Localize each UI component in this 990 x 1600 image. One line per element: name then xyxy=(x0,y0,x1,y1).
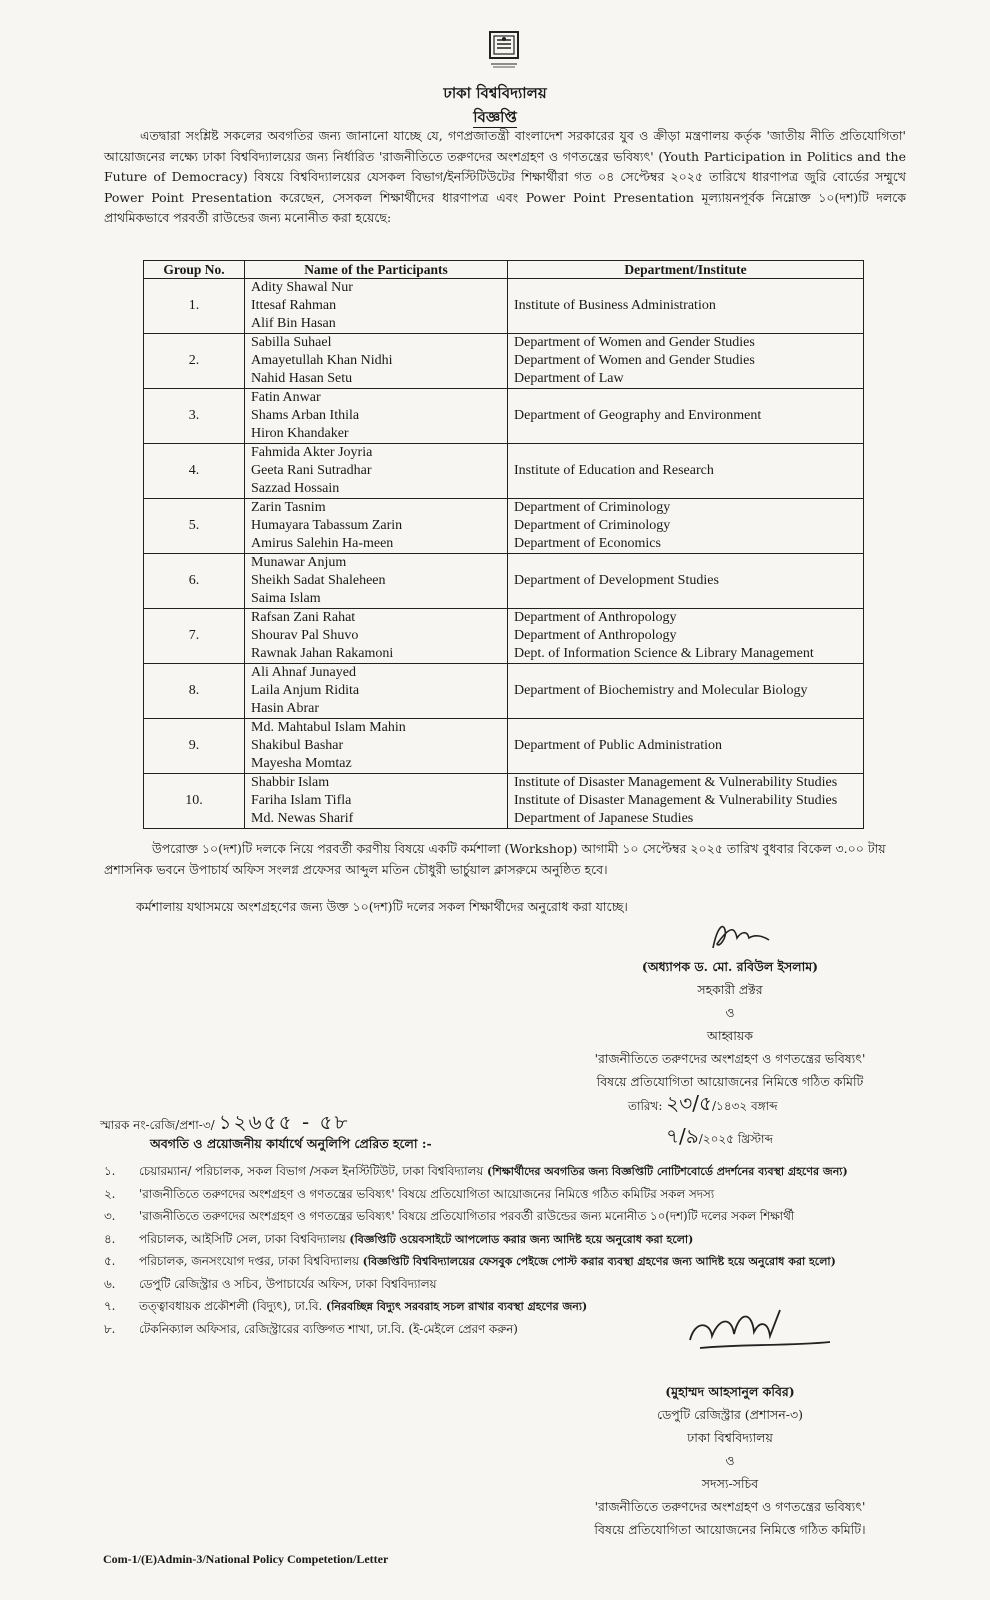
signatory-1-and: ও xyxy=(725,1005,735,1020)
copy-item-text: তত্ত্বাবধায়ক প্রকৌশলী (বিদ্যুৎ), ঢা.বি. xyxy=(139,1299,323,1313)
department-name: Institute of Business Administration xyxy=(514,298,716,313)
copy-item-text-wrap xyxy=(139,1183,714,1206)
participant-names-cell xyxy=(245,279,508,334)
participant-name: Adity Shawal Nur xyxy=(251,280,353,295)
table-row xyxy=(144,719,864,774)
department-header: Department/Institute xyxy=(508,261,864,279)
copy-item-text-wrap xyxy=(139,1205,794,1228)
copy-item-text: 'রাজনীতিতে তরুণদের অংশগ্রহণ ও গণতন্ত্রের ভবিষ্যৎ' বিষয়ে প্রতিযোগিতা আয়োজনের নিমিত্তে গঠিত কমিটির সকল সদস্য xyxy=(139,1186,715,1201)
department-name: Department of Law xyxy=(514,371,624,386)
participant-name: Ali Ahnaf Junayed xyxy=(251,665,356,680)
participants-header: Name of the Participants xyxy=(245,261,508,279)
participant-name: Shakibul Bashar xyxy=(251,738,344,753)
participant-name: Alif Bin Hasan xyxy=(251,316,336,331)
copy-item-text-wrap xyxy=(139,1160,848,1184)
signatory-1-name: (অধ্যাপক ড. মো. রবিউল ইসলাম) xyxy=(641,959,819,974)
department-cell xyxy=(508,609,864,664)
participant-name: Fariha Islam Tifla xyxy=(251,793,352,808)
department-cell xyxy=(508,719,864,774)
group-number-cell: 3. xyxy=(144,389,245,444)
participants-table xyxy=(143,260,864,829)
department-name: Department of Anthropology xyxy=(514,610,677,625)
date-label: তারিখ: xyxy=(628,1099,663,1113)
participant-names-cell xyxy=(245,609,508,664)
signatory-2-committee-line1: 'রাজনীতিতে তরুণদের অংশগ্রহণ ও গণতন্ত্রের ভবিষ্যৎ' xyxy=(594,1499,866,1514)
group-number-cell: 7. xyxy=(144,609,245,664)
signatory-2-role: সদস্য-সচিব xyxy=(701,1476,759,1491)
signatory-2-block xyxy=(560,1380,900,1541)
participant-names-cell xyxy=(245,664,508,719)
table-header-row xyxy=(144,261,864,279)
copy-list-item xyxy=(104,1273,904,1296)
department-name: Department of Geography and Environment xyxy=(514,408,762,423)
signatory-1-committee-line1: 'রাজনীতিতে তরুণদের অংশগ্রহণ ও গণতন্ত্রের ভবিষ্যৎ' xyxy=(594,1051,866,1066)
english-date-suffix: /২০২৫ খ্রিস্টাব্দ xyxy=(698,1132,773,1146)
table-row xyxy=(144,389,864,444)
participant-names-cell xyxy=(245,499,508,554)
copy-item-text: ডেপুটি রেজিস্ট্রার ও সচিব, উপাচার্যের অফিস, ঢাকা বিশ্ববিদ্যালয় xyxy=(139,1276,437,1291)
memo-prefix: স্মারক নং-রেজি/প্রশা-৩/ xyxy=(100,1118,215,1132)
signatory-2-name: (মুহাম্মদ আহসানুল কবির) xyxy=(665,1384,795,1399)
group-number-cell: 5. xyxy=(144,499,245,554)
participant-names-cell xyxy=(245,444,508,499)
participant-name: Shams Arban Ithila xyxy=(251,408,360,423)
request-paragraph: কর্মশালায় যথাসময়ে অংশগ্রহণের জন্য উক্ত ১০(দশ)টি দলের সকল শিক্ষার্থীদের অনুরোধ করা যাচ্ছে। xyxy=(136,899,628,914)
copy-item-text-wrap xyxy=(139,1295,587,1319)
table-row xyxy=(144,444,864,499)
copy-item-text: 'রাজনীতিতে তরুণদের অংশগ্রহণ ও গণতন্ত্রের ভবিষ্যৎ' বিষয়ে প্রতিযোগিতার পরবর্তী রাউন্ডের জন্য মনোনীত ১০(দশ)টি দলের সকল শিক্ষার্থী xyxy=(139,1209,795,1223)
copy-item-text-wrap xyxy=(139,1318,518,1341)
table-row xyxy=(144,554,864,609)
participant-name: Sabilla Suhael xyxy=(251,335,332,350)
participant-name: Sazzad Hossain xyxy=(251,481,340,496)
signatory-1-committee-line2: বিষয়ে প্রতিযোগিতা আয়োজনের নিমিত্তে গঠিত কমিটি xyxy=(596,1074,864,1089)
participant-name: Saima Islam xyxy=(251,591,321,606)
participant-name: Shourav Pal Shuvo xyxy=(251,628,359,643)
copy-item-text: টেকনিক্যাল অফিসার, রেজিস্ট্রারের ব্যক্তিগত শাখা, ঢা.বি. (ই-মেইলে প্রেরণ করুন) xyxy=(139,1321,518,1336)
department-cell xyxy=(508,389,864,444)
department-name: Department of Anthropology xyxy=(514,628,677,643)
participant-names-cell xyxy=(245,719,508,774)
department-name: Department of Women and Gender Studies xyxy=(514,335,755,350)
participant-name: Laila Anjum Ridita xyxy=(251,683,360,698)
participant-names-cell xyxy=(245,554,508,609)
department-name: Department of Biochemistry and Molecular Biology xyxy=(514,683,808,698)
copy-item-note: (নিরবচ্ছিন্ন বিদ্যুৎ সরবরাহ সচল রাখার ব্যবস্থা গ্রহণের জন্য) xyxy=(326,1300,588,1313)
bangla-date: ২৩/৫ xyxy=(666,1091,713,1115)
participant-name: Zarin Tasnim xyxy=(251,500,326,515)
table-row xyxy=(144,499,864,554)
signature-1-icon xyxy=(705,918,775,956)
table-row xyxy=(144,609,864,664)
copy-item-note: (বিজ্ঞপ্তিটি বিশ্ববিদ্যালয়ের ফেসবুক পেইজে পোস্ট করার ব্যবস্থা গ্রহণের জন্য আদিষ্ট হয়ে অনুরোধ করা হলো) xyxy=(362,1255,836,1268)
bangla-date-suffix: /১৪৩২ বঙ্গাব্দ xyxy=(712,1099,778,1113)
copy-list-item xyxy=(104,1250,904,1273)
table-row xyxy=(144,664,864,719)
participant-name: Fatin Anwar xyxy=(251,390,321,405)
group-number-cell: 2. xyxy=(144,334,245,389)
memo-handwritten-number: ১২৬৫৫ - ৫৮ xyxy=(218,1110,350,1134)
department-cell xyxy=(508,444,864,499)
participant-name: Rafsan Zani Rahat xyxy=(251,610,356,625)
participant-name: Ittesaf Rahman xyxy=(251,298,337,313)
participant-name: Hiron Khandaker xyxy=(251,426,349,441)
department-name: Department of Japanese Studies xyxy=(514,811,694,826)
signatory-2-university: ঢাকা বিশ্ববিদ্যালয় xyxy=(687,1430,773,1445)
department-cell xyxy=(508,279,864,334)
copy-item-text: চেয়ারম্যান/ পরিচালক, সকল বিভাগ /সকল ইনস্টিটিউট, ঢাকা বিশ্ববিদ্যালয় xyxy=(139,1164,484,1178)
copy-item-text: পরিচালক, জনসংযোগ দপ্তর, ঢাকা বিশ্ববিদ্যালয় xyxy=(139,1254,359,1268)
department-cell xyxy=(508,499,864,554)
date-block xyxy=(628,1088,778,1154)
signatory-2-and: ও xyxy=(725,1453,735,1468)
department-name: Dept. of Information Science & Library Management xyxy=(514,646,814,661)
copy-list-item xyxy=(104,1183,904,1206)
department-cell xyxy=(508,664,864,719)
copy-item-number: ২. xyxy=(104,1186,116,1201)
english-date: ৭/৯ xyxy=(666,1124,699,1148)
copy-item-number: ৪. xyxy=(104,1231,116,1246)
participant-name: Mayesha Momtaz xyxy=(251,756,352,771)
copy-item-number: ৬. xyxy=(104,1276,116,1291)
footer-reference: Com-1/(E)Admin-3/National Policy Competetion/Letter xyxy=(103,1552,389,1566)
department-cell xyxy=(508,554,864,609)
participant-name: Amayetullah Khan Nidhi xyxy=(251,353,393,368)
participant-name: Amirus Salehin Ha-meen xyxy=(251,536,394,551)
participant-name: Nahid Hasan Setu xyxy=(251,371,353,386)
copy-item-note: (শিক্ষার্থীদের অবগতির জন্য বিজ্ঞপ্তিটি নোটিশবোর্ডে প্রদর্শনের ব্যবস্থা গ্রহণের জন্য) xyxy=(487,1165,848,1178)
copy-item-number: ৭. xyxy=(104,1299,116,1313)
signatory-1-block xyxy=(560,955,900,1093)
participant-name: Shabbir Islam xyxy=(251,775,330,790)
copy-item-number: ৮. xyxy=(104,1321,116,1336)
group-number-cell: 4. xyxy=(144,444,245,499)
participant-name: Geeta Rani Sutradhar xyxy=(251,463,372,478)
participant-names-cell xyxy=(245,774,508,829)
participant-name: Munawar Anjum xyxy=(251,555,347,570)
participant-name: Rawnak Jahan Rakamoni xyxy=(251,646,394,661)
intro-paragraph: এতদ্বারা সংশ্লিষ্ট সকলের অবগতির জন্য জানানো যাচ্ছে যে, গণপ্রজাতন্ত্রী বাংলাদেশ সরকারের যুব ও ক্রীড়া মন্ত্রণালয় কর্তৃক 'জাতীয় নীতি প্রতিযোগিতা' আয়োজনের লক্ষ্যে ঢাকা বিশ্ববিদ্যালয়ের জন্য নির্ধারিত 'রাজনীতিতে তরুণদের অংশগ্রহণ ও গণতন্ত্রের ভবিষ্যৎ' (Youth Participation in Politics and the Future of Democracy) বিষয়ে বিশ্ববিদ্যালয়ের যেসকল বিভাগ/ইনস্টিটিউটের শিক্ষার্থীরা গত ০৪ সেপ্টেম্বর ২০২৫ তারিখে ধারণাপত্র জুরি বোর্ডের সম্মুখে Power Point Presentation করেছেন, সেসকল শিক্ষার্থীদের ধারণাপত্র এবং Power Point Presentation মূল্যায়নপূর্বক নিম্নোক্ত ১০(দশ)টি দলকে প্রাথমিকভাবে পরবর্তী রাউন্ডের জন্য মনোনীত করা হয়েছে: xyxy=(104,128,906,225)
participant-name: Humayara Tabassum Zarin xyxy=(251,518,403,533)
signatory-1-role: আহ্বায়ক xyxy=(707,1028,753,1043)
copy-item-note: (বিজ্ঞপ্তিটি ওয়েবসাইটে আপলোড করার জন্য আদিষ্ট হয়ে অনুরোধ করা হলো) xyxy=(349,1232,694,1246)
copy-item-text-wrap xyxy=(139,1228,693,1252)
group-number-cell: 10. xyxy=(144,774,245,829)
copy-list-item xyxy=(104,1205,904,1228)
department-cell xyxy=(508,334,864,389)
signatory-1-title: সহকারী প্রক্টর xyxy=(697,982,763,997)
signature-2-icon xyxy=(640,1300,840,1380)
participant-name: Md. Mahtabul Islam Mahin xyxy=(251,720,406,735)
signatory-2-title: ডেপুটি রেজিস্ট্রার (প্রশাসন-৩) xyxy=(657,1407,803,1422)
copy-item-number: ১. xyxy=(104,1164,116,1178)
workshop-paragraph: উপরোক্ত ১০(দশ)টি দলকে নিয়ে পরবর্তী করণীয় বিষয়ে একটি কর্মশালা (Workshop) আগামী ১০ সেপ্টেম্বর ২০২৫ তারিখ বুধবার বিকেল ৩.০০ টায় প্রশাসনিক ভবনে উপাচার্য অফিস সংলগ্ন প্রফেসর আব্দুল মতিন চৌধুরী ভার্চুয়াল ক্লাসরুমে অনুষ্ঠিত হবে। xyxy=(104,841,886,877)
group-number-cell: 1. xyxy=(144,279,245,334)
department-name: Department of Development Studies xyxy=(514,573,719,588)
department-name: Institute of Disaster Management & Vulnerability Studies xyxy=(514,775,838,790)
department-name: Department of Public Administration xyxy=(514,738,723,753)
group-number-cell: 9. xyxy=(144,719,245,774)
university-logo-icon xyxy=(487,30,521,70)
participant-name: Md. Newas Sharif xyxy=(251,811,354,826)
department-name: Department of Women and Gender Studies xyxy=(514,353,755,368)
department-name: Institute of Education and Research xyxy=(514,463,714,478)
participant-names-cell xyxy=(245,334,508,389)
group-number-cell: 6. xyxy=(144,554,245,609)
notice-title: বিজ্ঞপ্তি xyxy=(473,108,517,126)
participant-names-cell xyxy=(245,389,508,444)
department-name: Department of Economics xyxy=(514,536,661,551)
department-name: Institute of Disaster Management & Vulnerability Studies xyxy=(514,793,838,808)
participant-name: Hasin Abrar xyxy=(251,701,320,716)
department-cell xyxy=(508,774,864,829)
participant-name: Fahmida Akter Joyria xyxy=(251,445,373,460)
table-row xyxy=(144,334,864,389)
copy-list-item xyxy=(104,1160,904,1183)
department-name: Department of Criminology xyxy=(514,500,671,515)
university-name: ঢাকা বিশ্ববিদ্যালয় xyxy=(443,84,547,102)
table-row xyxy=(144,279,864,334)
department-name: Department of Criminology xyxy=(514,518,671,533)
signatory-2-committee-line2: বিষয়ে প্রতিযোগিতা আয়োজনের নিমিত্তে গঠিত কমিটি। xyxy=(594,1522,866,1537)
participant-name: Sheikh Sadat Shaleheen xyxy=(251,573,386,588)
table-row xyxy=(144,774,864,829)
group-number-cell: 8. xyxy=(144,664,245,719)
copy-item-text: পরিচালক, আইসিটি সেল, ঢাকা বিশ্ববিদ্যালয় xyxy=(139,1231,346,1246)
copy-item-text-wrap xyxy=(139,1273,436,1296)
copy-item-text-wrap xyxy=(139,1250,836,1274)
copy-item-number: ৫. xyxy=(104,1254,116,1268)
copy-distribution-title: অবগতি ও প্রয়োজনীয় কার্যার্থে অনুলিপি প্রেরিত হলো :- xyxy=(150,1136,432,1151)
group-no-header: Group No. xyxy=(144,261,245,279)
copy-item-number: ৩. xyxy=(104,1209,116,1223)
copy-list-item xyxy=(104,1228,904,1251)
